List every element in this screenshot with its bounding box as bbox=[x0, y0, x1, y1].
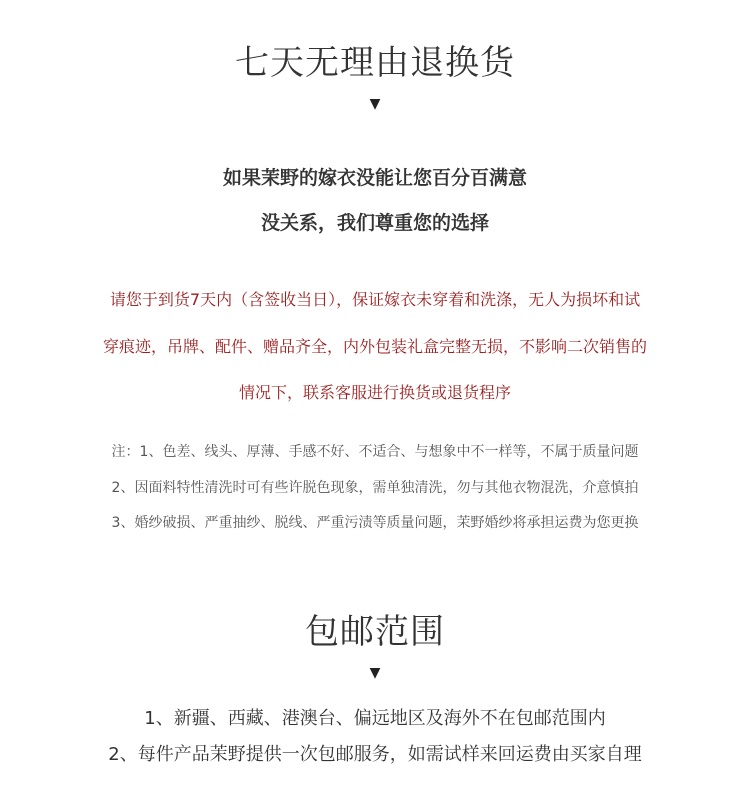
shipping-arrow-wrap bbox=[0, 662, 750, 681]
returns-title: 七天无理由退换货 bbox=[235, 43, 515, 83]
intro-line-1-wrap bbox=[0, 166, 750, 190]
note-line-3-wrap bbox=[0, 514, 750, 532]
intro-line-2-wrap bbox=[0, 211, 750, 235]
note-line-1: 注：1、色差、线头、厚薄、手感不好、不适合、与想象中不一样等，不属于质量问题 bbox=[111, 444, 639, 460]
shipping-item-2: 2、每件产品茉野提供一次包邮服务，如需试样来回运费由买家自理 bbox=[108, 744, 642, 765]
policy-line-3-wrap bbox=[0, 383, 750, 403]
shipping-item-2-wrap bbox=[0, 744, 750, 766]
shipping-item-1: 1、新疆、西藏、港澳台、偏远地区及海外不在包邮范围内 bbox=[144, 708, 606, 729]
policy-line-2: 穿痕迹，吊牌、配件、赠品齐全，内外包装礼盒完整无损，不影响二次销售的 bbox=[102, 337, 647, 356]
note-line-3: 3、婚纱破损、严重抽纱、脱线、严重污渍等质量问题，茉野婚纱将承担运费为您更换 bbox=[111, 515, 639, 531]
note-line-2: 2、因面料特性清洗时可有些许脱色现象，需单独清洗，勿与其他衣物混洗，介意慎拍 bbox=[111, 480, 639, 496]
policy-line-3: 情况下，联系客服进行换货或退货程序 bbox=[238, 383, 511, 402]
returns-arrow-wrap bbox=[0, 93, 750, 112]
shipping-title: 包邮范围 bbox=[305, 612, 445, 652]
returns-title-wrap bbox=[0, 43, 750, 83]
shipping-item-1-wrap bbox=[0, 708, 750, 730]
down-triangle-icon: ▼ bbox=[369, 665, 381, 681]
down-triangle-icon: ▼ bbox=[369, 96, 381, 112]
note-line-2-wrap bbox=[0, 479, 750, 497]
intro-line-1: 如果茉野的嫁衣没能让您百分百满意 bbox=[222, 167, 527, 189]
intro-line-2: 没关系，我们尊重您的选择 bbox=[260, 212, 489, 234]
policy-line-1: 请您于到货7天内（含签收当日），保证嫁衣未穿着和洗涤，无人为损坏和试 bbox=[109, 290, 641, 309]
policy-line-1-wrap bbox=[0, 290, 750, 310]
note-line-1-wrap bbox=[0, 443, 750, 461]
shipping-title-wrap bbox=[0, 612, 750, 652]
policy-line-2-wrap bbox=[0, 337, 750, 357]
